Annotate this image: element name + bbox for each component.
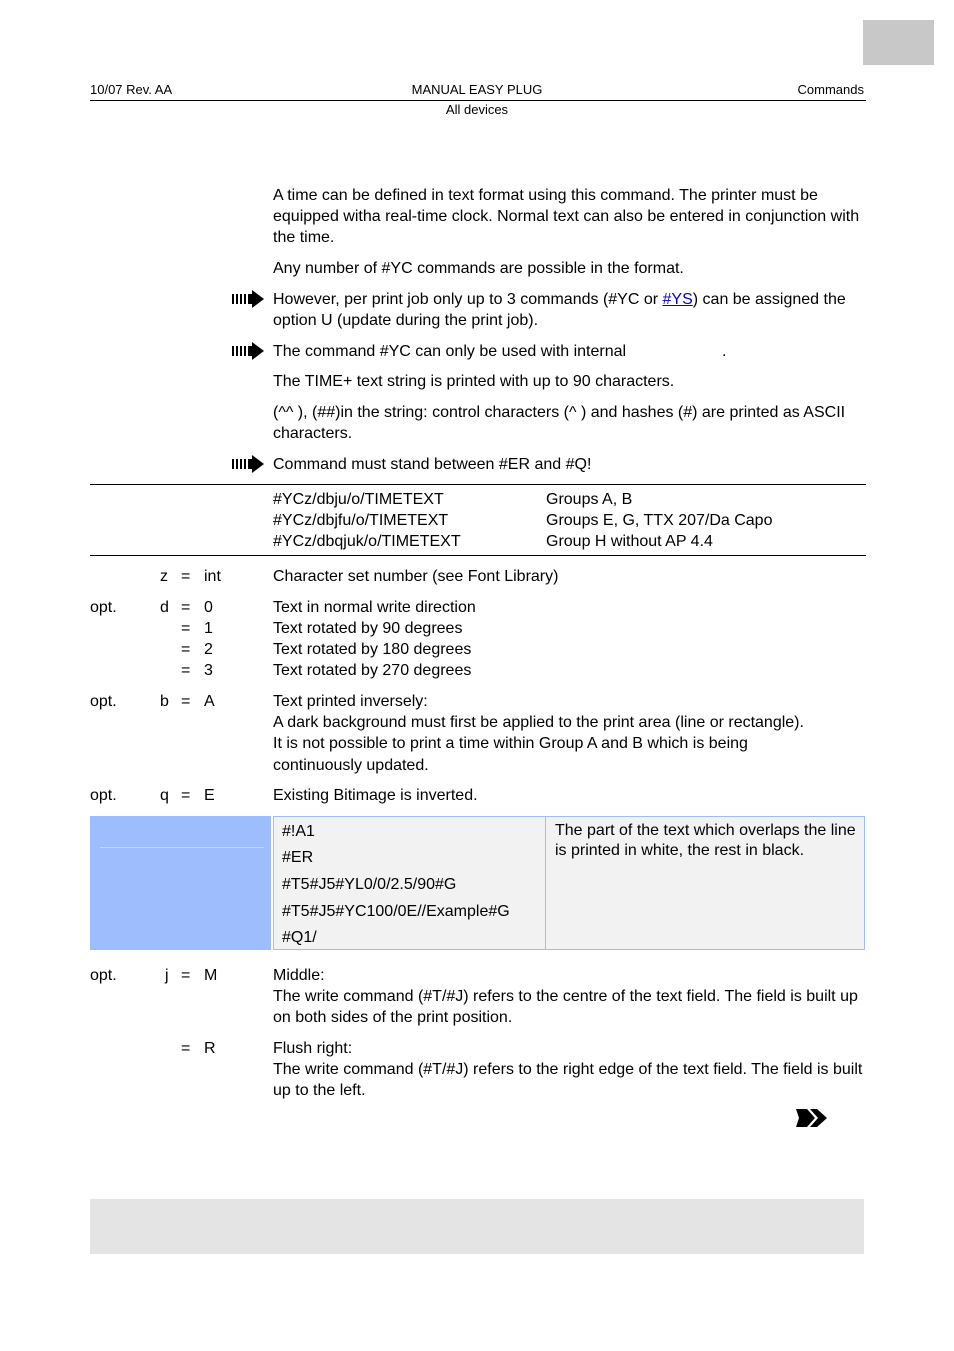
param-desc: Text rotated by 180 degrees	[273, 641, 472, 658]
param-eq: =	[181, 599, 191, 616]
example-label-cell	[90, 816, 271, 950]
syntax-groups: Groups A, B	[546, 491, 633, 508]
param-opt: opt.	[90, 599, 117, 616]
param-eq: =	[181, 662, 191, 679]
example-label-divider	[100, 847, 264, 848]
description-paragraph: Any number of #YC commands are possible in the format.	[273, 260, 684, 277]
header-rule	[90, 100, 866, 101]
param-value: E	[204, 787, 215, 804]
note-period: .	[722, 343, 727, 360]
param-value: int	[204, 568, 221, 585]
note-arrow-icon	[231, 455, 265, 473]
param-eq: =	[181, 620, 191, 637]
note-text: ) can be assigned the option U (update during the print job).	[273, 291, 846, 329]
param-name: d	[160, 599, 169, 616]
param-name: z	[160, 568, 168, 585]
param-desc: The write command (#T/#J) refers to the right edge of the text field. The field is built up to the left.	[273, 1061, 863, 1099]
example-code-line: #ER	[282, 849, 314, 866]
param-eq: =	[181, 568, 191, 585]
syntax-groups: Group H without AP 4.4	[546, 533, 713, 550]
description-paragraph: The TIME+ text string is printed with up to 90 characters.	[273, 373, 675, 390]
header-section: Commands	[797, 82, 864, 97]
syntax-command: #YCz/dbjfu/o/TIMETEXT	[273, 512, 449, 529]
param-eq: =	[181, 787, 191, 804]
example-description: The part of the text which overlaps the line is printed in white, the rest in black.	[555, 822, 856, 859]
param-value: 2	[204, 641, 213, 658]
param-desc: Text rotated by 270 degrees	[273, 662, 472, 679]
header-revision: 10/07 Rev. AA	[90, 82, 173, 97]
header-subtitle: All devices	[445, 102, 509, 117]
param-desc: Text printed inversely:	[273, 693, 428, 710]
param-desc: It is not possible to print a time within Group A and B which is being continuously updated.	[273, 735, 748, 774]
continue-arrow-icon	[795, 1108, 828, 1128]
note-paragraph	[273, 289, 868, 331]
note-text: However, per print job only up to 3 commands (#YC or	[273, 291, 663, 308]
param-value: 3	[204, 662, 213, 679]
ys-command-link[interactable]: #YS	[662, 291, 693, 308]
description-paragraph: A time can be defined in text format using this command. The printer must be equipped witha real-time clock. Normal text can also be entered in conjunction with the time.	[273, 187, 860, 246]
param-opt: opt.	[90, 787, 117, 804]
param-value: A	[204, 693, 215, 710]
note-arrow-icon	[231, 342, 265, 360]
param-desc: A dark background must first be applied to the print area (line or rectangle).	[273, 714, 804, 731]
param-value: 0	[204, 599, 213, 616]
note-paragraph: The command #YC can only be used with internal	[273, 343, 627, 360]
param-desc: Text in normal write direction	[273, 599, 476, 616]
param-opt: opt.	[90, 693, 117, 710]
description-paragraph: (^^ ), (##)in the string: control characters (^ ) and hashes (#) are printed as ASCII characters.	[273, 404, 846, 442]
header-title: MANUAL EASY PLUG	[411, 82, 543, 97]
param-opt: opt.	[90, 967, 117, 984]
syntax-command: #YCz/dbju/o/TIMETEXT	[273, 491, 444, 508]
example-box	[90, 816, 865, 950]
example-code-line: #Q1/	[282, 929, 317, 946]
corner-tab	[863, 20, 934, 65]
param-value: R	[204, 1040, 216, 1057]
example-description-cell	[545, 816, 865, 950]
param-eq: =	[181, 641, 191, 658]
param-desc-title: Flush right:	[273, 1040, 353, 1057]
param-value: M	[204, 967, 218, 984]
param-name: q	[160, 787, 169, 804]
param-desc-title: Middle:	[273, 967, 325, 984]
footer-band	[90, 1199, 864, 1254]
note-arrow-icon	[231, 290, 265, 308]
param-desc: Existing Bitimage is inverted.	[273, 787, 478, 804]
syntax-command: #YCz/dbqjuk/o/TIMETEXT	[273, 533, 461, 550]
param-eq: =	[181, 1040, 191, 1057]
syntax-groups: Groups E, G, TTX 207/Da Capo	[546, 512, 773, 529]
syntax-rule-bottom	[90, 555, 866, 556]
param-value: 1	[204, 620, 213, 637]
param-desc: The write command (#T/#J) refers to the centre of the text field. The field is built up on both sides of the print position.	[273, 988, 858, 1026]
param-name: j	[165, 967, 169, 984]
example-code-line: #!A1	[282, 823, 315, 840]
param-eq: =	[181, 693, 191, 710]
param-name: b	[160, 693, 169, 710]
syntax-rule-top	[90, 484, 866, 485]
example-code-line: #T5#J5#YC100/0E//Example#G	[282, 903, 510, 920]
param-eq: =	[181, 967, 191, 984]
param-desc: Text rotated by 90 degrees	[273, 620, 463, 637]
example-code-cell	[273, 816, 547, 950]
example-code-line: #T5#J5#YL0/0/2.5/90#G	[282, 876, 457, 893]
note-paragraph: Command must stand between #ER and #Q!	[273, 456, 592, 473]
param-desc: Character set number (see Font Library)	[273, 568, 559, 585]
